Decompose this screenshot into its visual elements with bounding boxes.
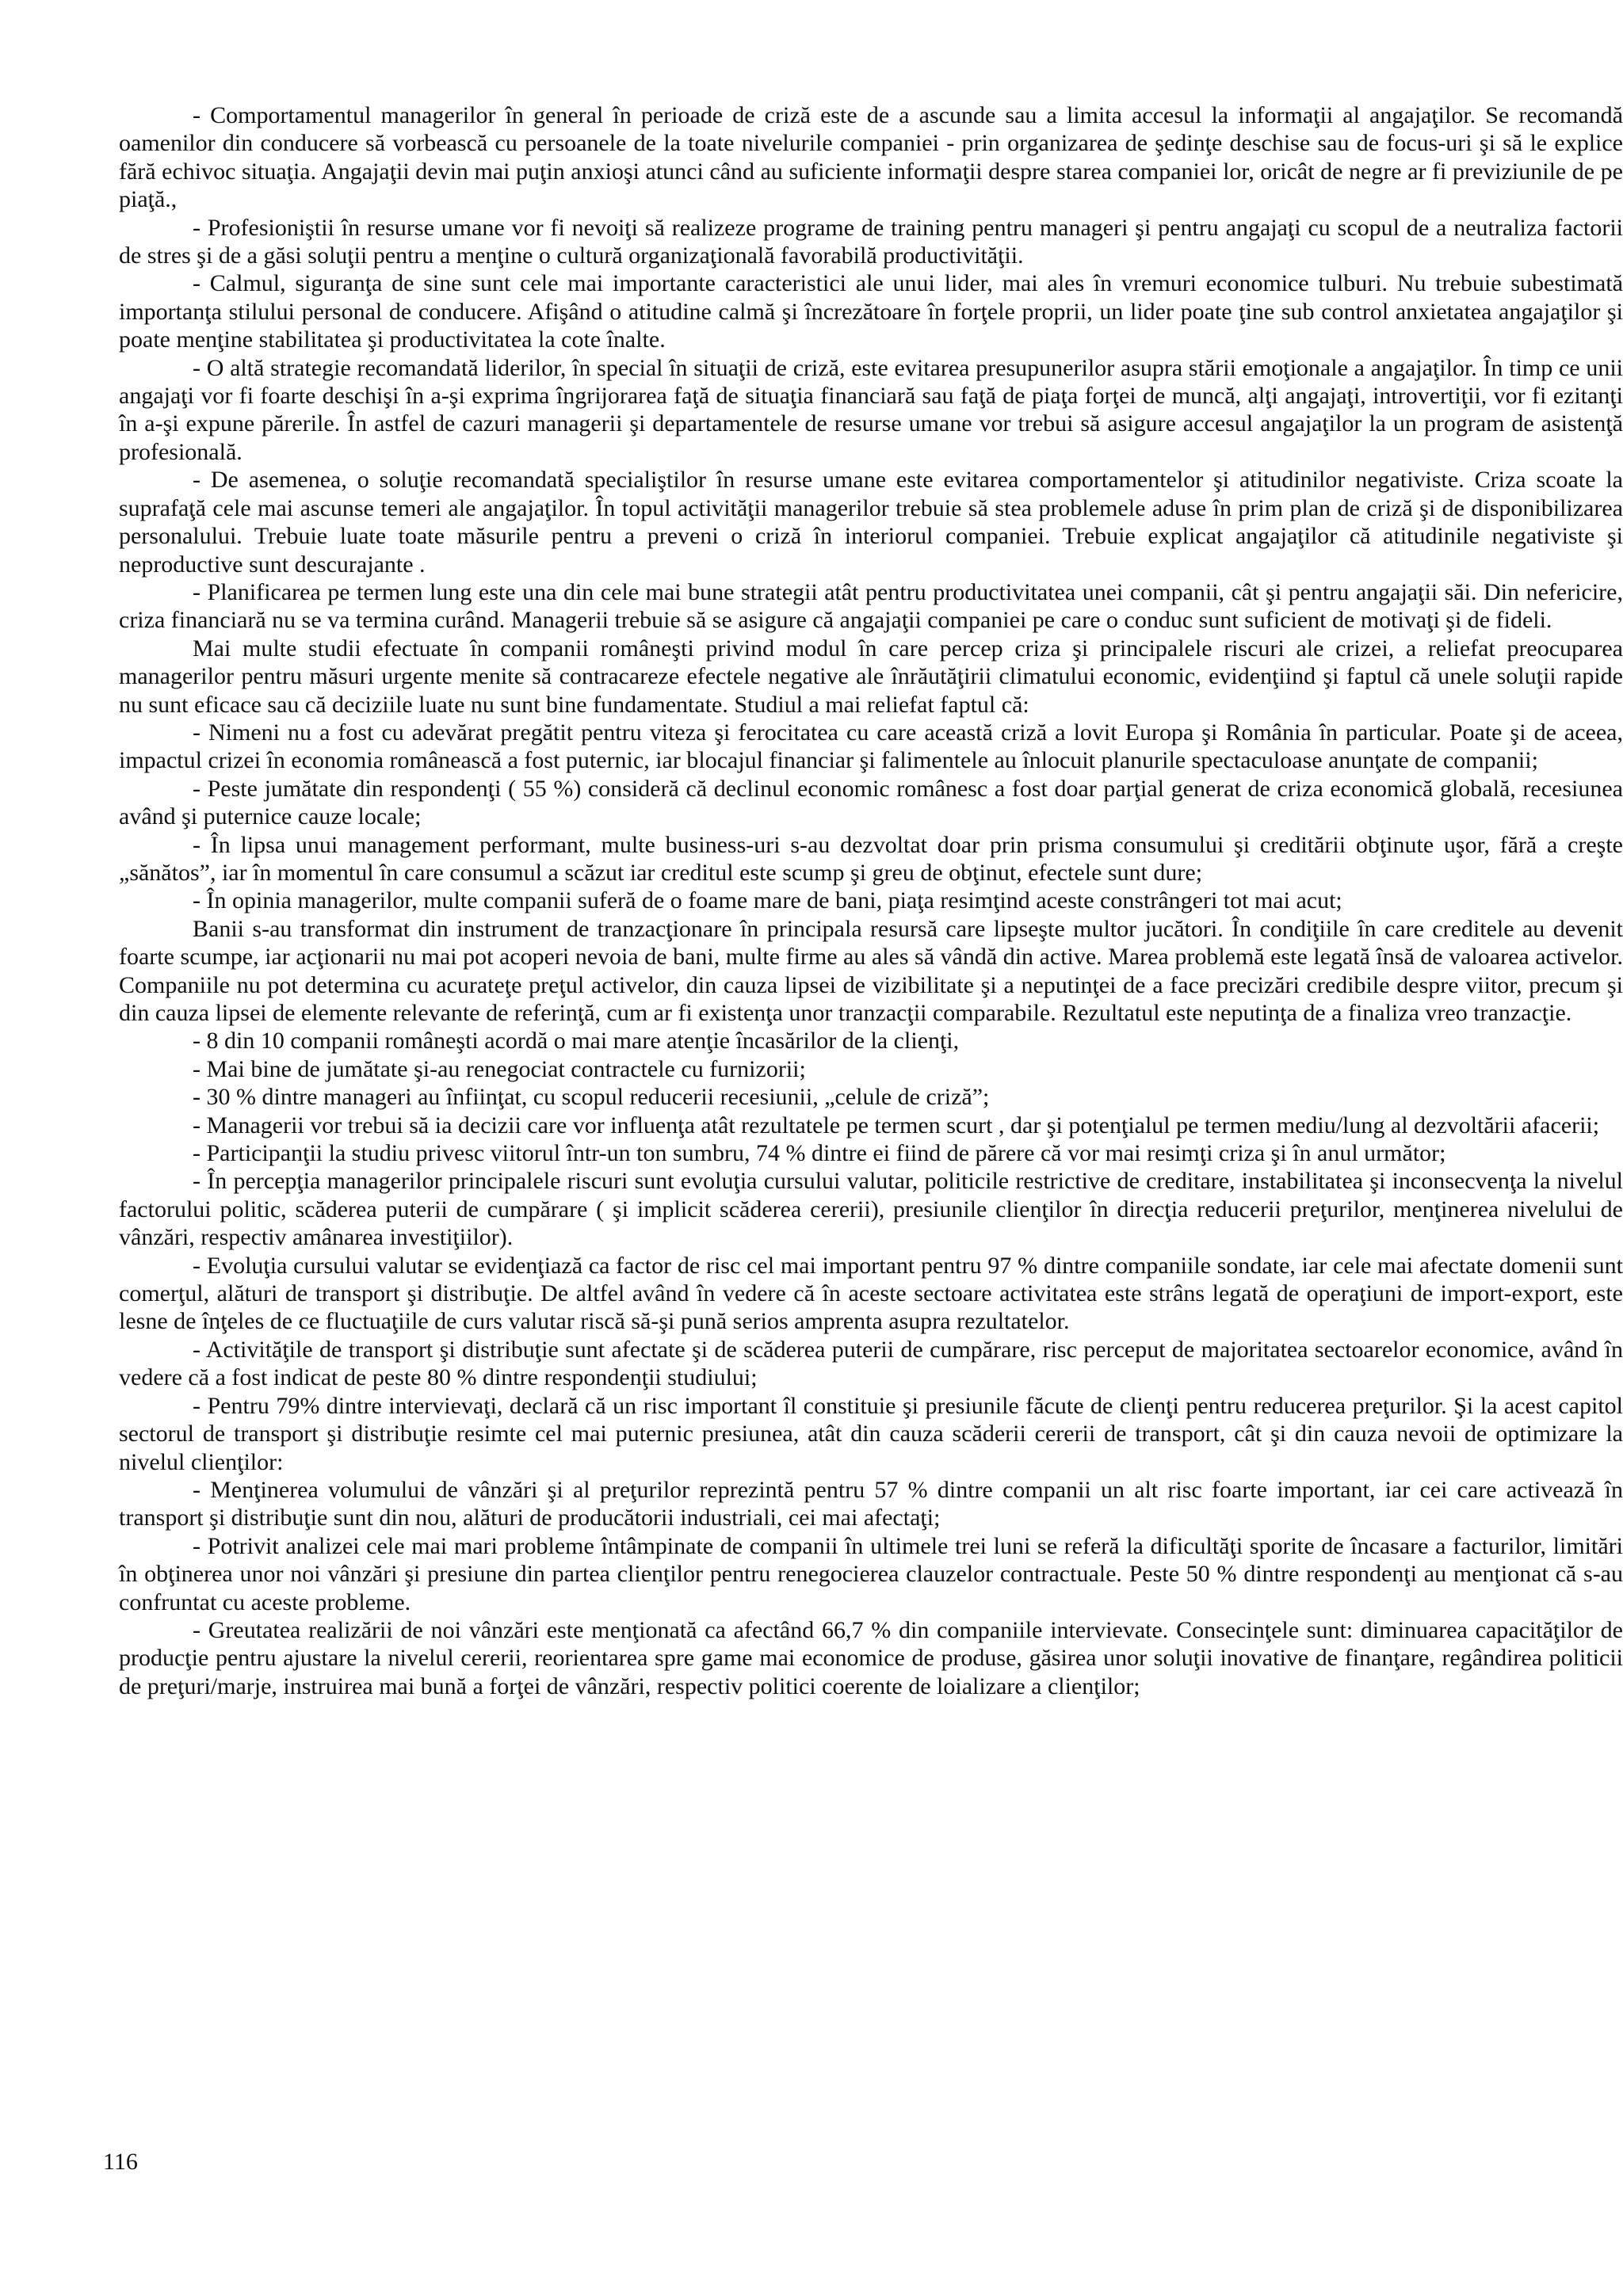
paragraph: - În lipsa unui management performant, multe business-uri s-au dezvoltat doar prin prisma consumului şi creditării obţinute uşor, fără a creşte „sănătos”, iar în momentul în care consumul a scăzut iar creditul este scump şi greu de obţinut, efectele sunt dure; bbox=[119, 831, 1623, 886]
paragraph: - Menţinerea volumului de vânzări şi al preţurilor reprezintă pentru 57 % dintre companii un alt risc foarte important, iar cei care activează în transport şi distribuţie sunt din nou, alături de producătorii industriali, cei mai afectaţi; bbox=[119, 1476, 1623, 1531]
paragraph: - În opinia managerilor, multe companii suferă de o foame mare de bani, piaţa resimţind aceste constrângeri tot mai acut; bbox=[193, 887, 1342, 914]
paragraph: - Managerii vor trebui să ia decizii care vor influenţa atât rezultatele pe termen scurt , dar şi potenţialul pe termen mediu/lung al dezvoltării afacerii; bbox=[193, 1112, 1600, 1138]
paragraph: - Comportamentul managerilor în general în perioade de criză este de a ascunde sau a limita accesul la informaţii al angajaţilor. Se recomandă oamenilor din conducere să vorbească cu persoanele de la toate nivelurile companiei - prin organizarea de şedinţe deschise sau de focus-uri şi să le explice fără echivoc situaţia. Angajaţii devin mai puţin anxioşi atunci când au suficiente informaţii despre starea companiei lor, oricât de negre ar fi previziunile de pe piaţă., bbox=[119, 102, 1623, 213]
paragraph: - Pentru 79% dintre intervievaţi, declară că un risc important îl constituie şi presiunile făcute de clienţi pentru reducerea preţurilor. Şi la acest capitol sectorul de transport şi distribuţie resimte cel mai puternic presiunea, atât din cauza scăderii cererii de transport, cât şi din cauza nevoii de optimizare la nivelul clienţilor: bbox=[119, 1392, 1623, 1475]
paragraph: - Profesioniştii în resurse umane vor fi nevoiţi să realizeze programe de training pentru manageri şi pentru angajaţi cu scopul de a neutraliza factorii de stres şi de a găsi soluţii pentru a menţine o cultură organizaţională favorabilă productivităţii. bbox=[119, 214, 1623, 269]
paragraph: - Mai bine de jumătate şi-au renegociat contractele cu furnizorii; bbox=[193, 1055, 806, 1082]
paragraph: - Calmul, siguranţa de sine sunt cele mai importante caracteristici ale unui lider, mai ales în vremuri economice tulburi. Nu trebuie subestimată importanţa stilului personal de conducere. Afişând o atitudine calmă şi încrezătoare în forţele proprii, un lider poate ţine sub control anxietatea angajaţilor şi poate menţine stabilitatea şi productivitatea la cote înalte. bbox=[119, 270, 1623, 353]
paragraph: - Planificarea pe termen lung este una din cele mai bune strategii atât pentru productivitatea unei companii, cât şi pentru angajaţii săi. Din nefericire, criza financiară nu se va termina curând. Managerii trebuie să se asigure că angajaţii companiei pe care o conduc sunt suficient de motivaţi şi de fideli. bbox=[119, 578, 1623, 634]
paragraph: - Potrivit analizei cele mai mari probleme întâmpinate de companii în ultimele trei luni se referă la dificultăţi sporite de încasare a facturilor, limitări în obţinerea unor noi vânzări şi presiune din partea clienţilor pentru renegocierea clauzelor contractuale. Peste 50 % dintre respondenţi au menţionat că s-au confruntat cu aceste probleme. bbox=[119, 1532, 1623, 1615]
document-body bbox=[119, 101, 1623, 1700]
page-number: 116 bbox=[103, 2149, 138, 2175]
paragraph: - Evoluţia cursului valutar se evidenţiază ca factor de risc cel mai important pentru 97 % dintre companiile sondate, iar cele mai afectate domenii sunt comerţul, alături de transport şi distribuţie. De altfel având în vedere că în aceste sectoare activitatea este strâns legată de operaţiuni de import-export, este lesne de înţeles de ce fluctuaţiile de curs valutar riscă să-şi pună serios amprenta asupra rezultatelor. bbox=[119, 1252, 1623, 1335]
paragraph: - Greutatea realizării de noi vânzări este menţionată ca afectând 66,7 % din companiile intervievate. Consecinţele sunt: diminuarea capacităţilor de producţie pentru ajustare la nivelul cererii, reorientarea spre game mai economice de produse, găsirea unor soluţii inovative de finanţare, regândirea politicii de preţuri/marje, instruirea mai bună a forţei de vânzări, respectiv politici coerente de loializare a clienţilor; bbox=[119, 1616, 1623, 1699]
paragraph: - Activităţile de transport şi distribuţie sunt afectate şi de scăderea puterii de cumpărare, risc perceput de majoritatea sectoarelor economice, având în vedere că a fost indicat de peste 80 % dintre respondenţii studiului; bbox=[119, 1336, 1623, 1391]
paragraph: - 30 % dintre manageri au înfiinţat, cu scopul reducerii recesiunii, „celule de criză”; bbox=[193, 1084, 990, 1111]
paragraph: - Peste jumătate din respondenţi ( 55 %) consideră că declinul economic românesc a fost doar parţial generat de criza economică globală, recesiunea având şi puternice cauze locale; bbox=[119, 775, 1623, 830]
paragraph: Banii s-au transformat din instrument de tranzacţionare în principala resursă care lipseşte multor jucători. În condiţiile în care creditele au devenit foarte scumpe, iar acţionarii nu mai pot acoperi nevoia de bani, multe firme au ales să vândă din active. Marea problemă este legată însă de valoarea activelor. Companiile nu pot determina cu acurateţe preţul activelor, din cauza lipsei de vizibilitate şi a neputinţei de a face precizări credibile despre viitor, precum şi din cauza lipsei de elemente relevante de referinţă, cum ar fi existenţa unor tranzacţii comparabile. Rezultatul este neputinţa de a finaliza vreo tranzacţie. bbox=[119, 915, 1623, 1026]
paragraph: - 8 din 10 companii româneşti acordă o mai mare atenţie încasărilor de la clienţi, bbox=[193, 1028, 960, 1055]
paragraph: - În percepţia managerilor principalele riscuri sunt evoluţia cursului valutar, politicile restrictive de creditare, instabilitatea şi inconsecvenţa la nivelul factorului politic, scăderea puterii de cumpărare ( şi implicit scăderea cererii), presiunile clienţilor în direcţia reducerii preţurilor, menţinerea nivelului de vânzări, respectiv amânarea investiţiilor). bbox=[119, 1168, 1623, 1251]
paragraph: - Participanţii la studiu privesc viitorul într-un ton sumbru, 74 % dintre ei fiind de părere că vor mai resimţi criza şi în anul următor; bbox=[193, 1140, 1446, 1167]
paragraph: - Nimeni nu a fost cu adevărat pregătit pentru viteza şi ferocitatea cu care această criză a lovit Europa şi România în particular. Poate şi de aceea, impactul crizei în economia românească a fost puternic, iar blocajul financiar şi falimentele au înlocuit planurile spectaculoase anunţate de companii; bbox=[119, 719, 1623, 774]
paragraph: - De asemenea, o soluţie recomandată specialiştilor în resurse umane este evitarea comportamentelor şi atitudinilor negativiste. Criza scoate la suprafaţă cele mai ascunse temeri ale angajaţilor. În topul activităţii managerilor trebuie să stea problemele aduse în prim plan de criză şi de disponibilizarea personalului. Trebuie luate toate măsurile pentru a preveni o criză în interiorul companiei. Trebuie explicat angajaţilor că atitudinile negativiste şi neproductive sunt descurajante . bbox=[119, 467, 1623, 578]
paragraph: - O altă strategie recomandată liderilor, în special în situaţii de criză, este evitarea presupunerilor asupra stării emoţionale a angajaţilor. În timp ce unii angajaţi vor fi foarte deschişi în a-şi exprima îngrijorarea faţă de situaţia financiară sau faţă de piaţa forţei de muncă, alţi angajaţi, introvertiţii, vor fi ezitanţi în a-şi expune părerile. În astfel de cazuri managerii şi departamentele de resurse umane vor trebui să asigure accesul angajaţilor la un program de asistenţă profesională. bbox=[119, 354, 1623, 465]
paragraph: Mai multe studii efectuate în companii româneşti privind modul în care percep criza şi principalele riscuri ale crizei, a reliefat preocuparea managerilor pentru măsuri urgente menite să contracareze efectele negative ale înrăutăţirii climatului economic, evidenţiind şi faptul că unele soluţii rapide nu sunt eficace sau că deciziile luate nu sunt bine fundamentate. Studiul a mai reliefat faptul că: bbox=[119, 635, 1623, 718]
